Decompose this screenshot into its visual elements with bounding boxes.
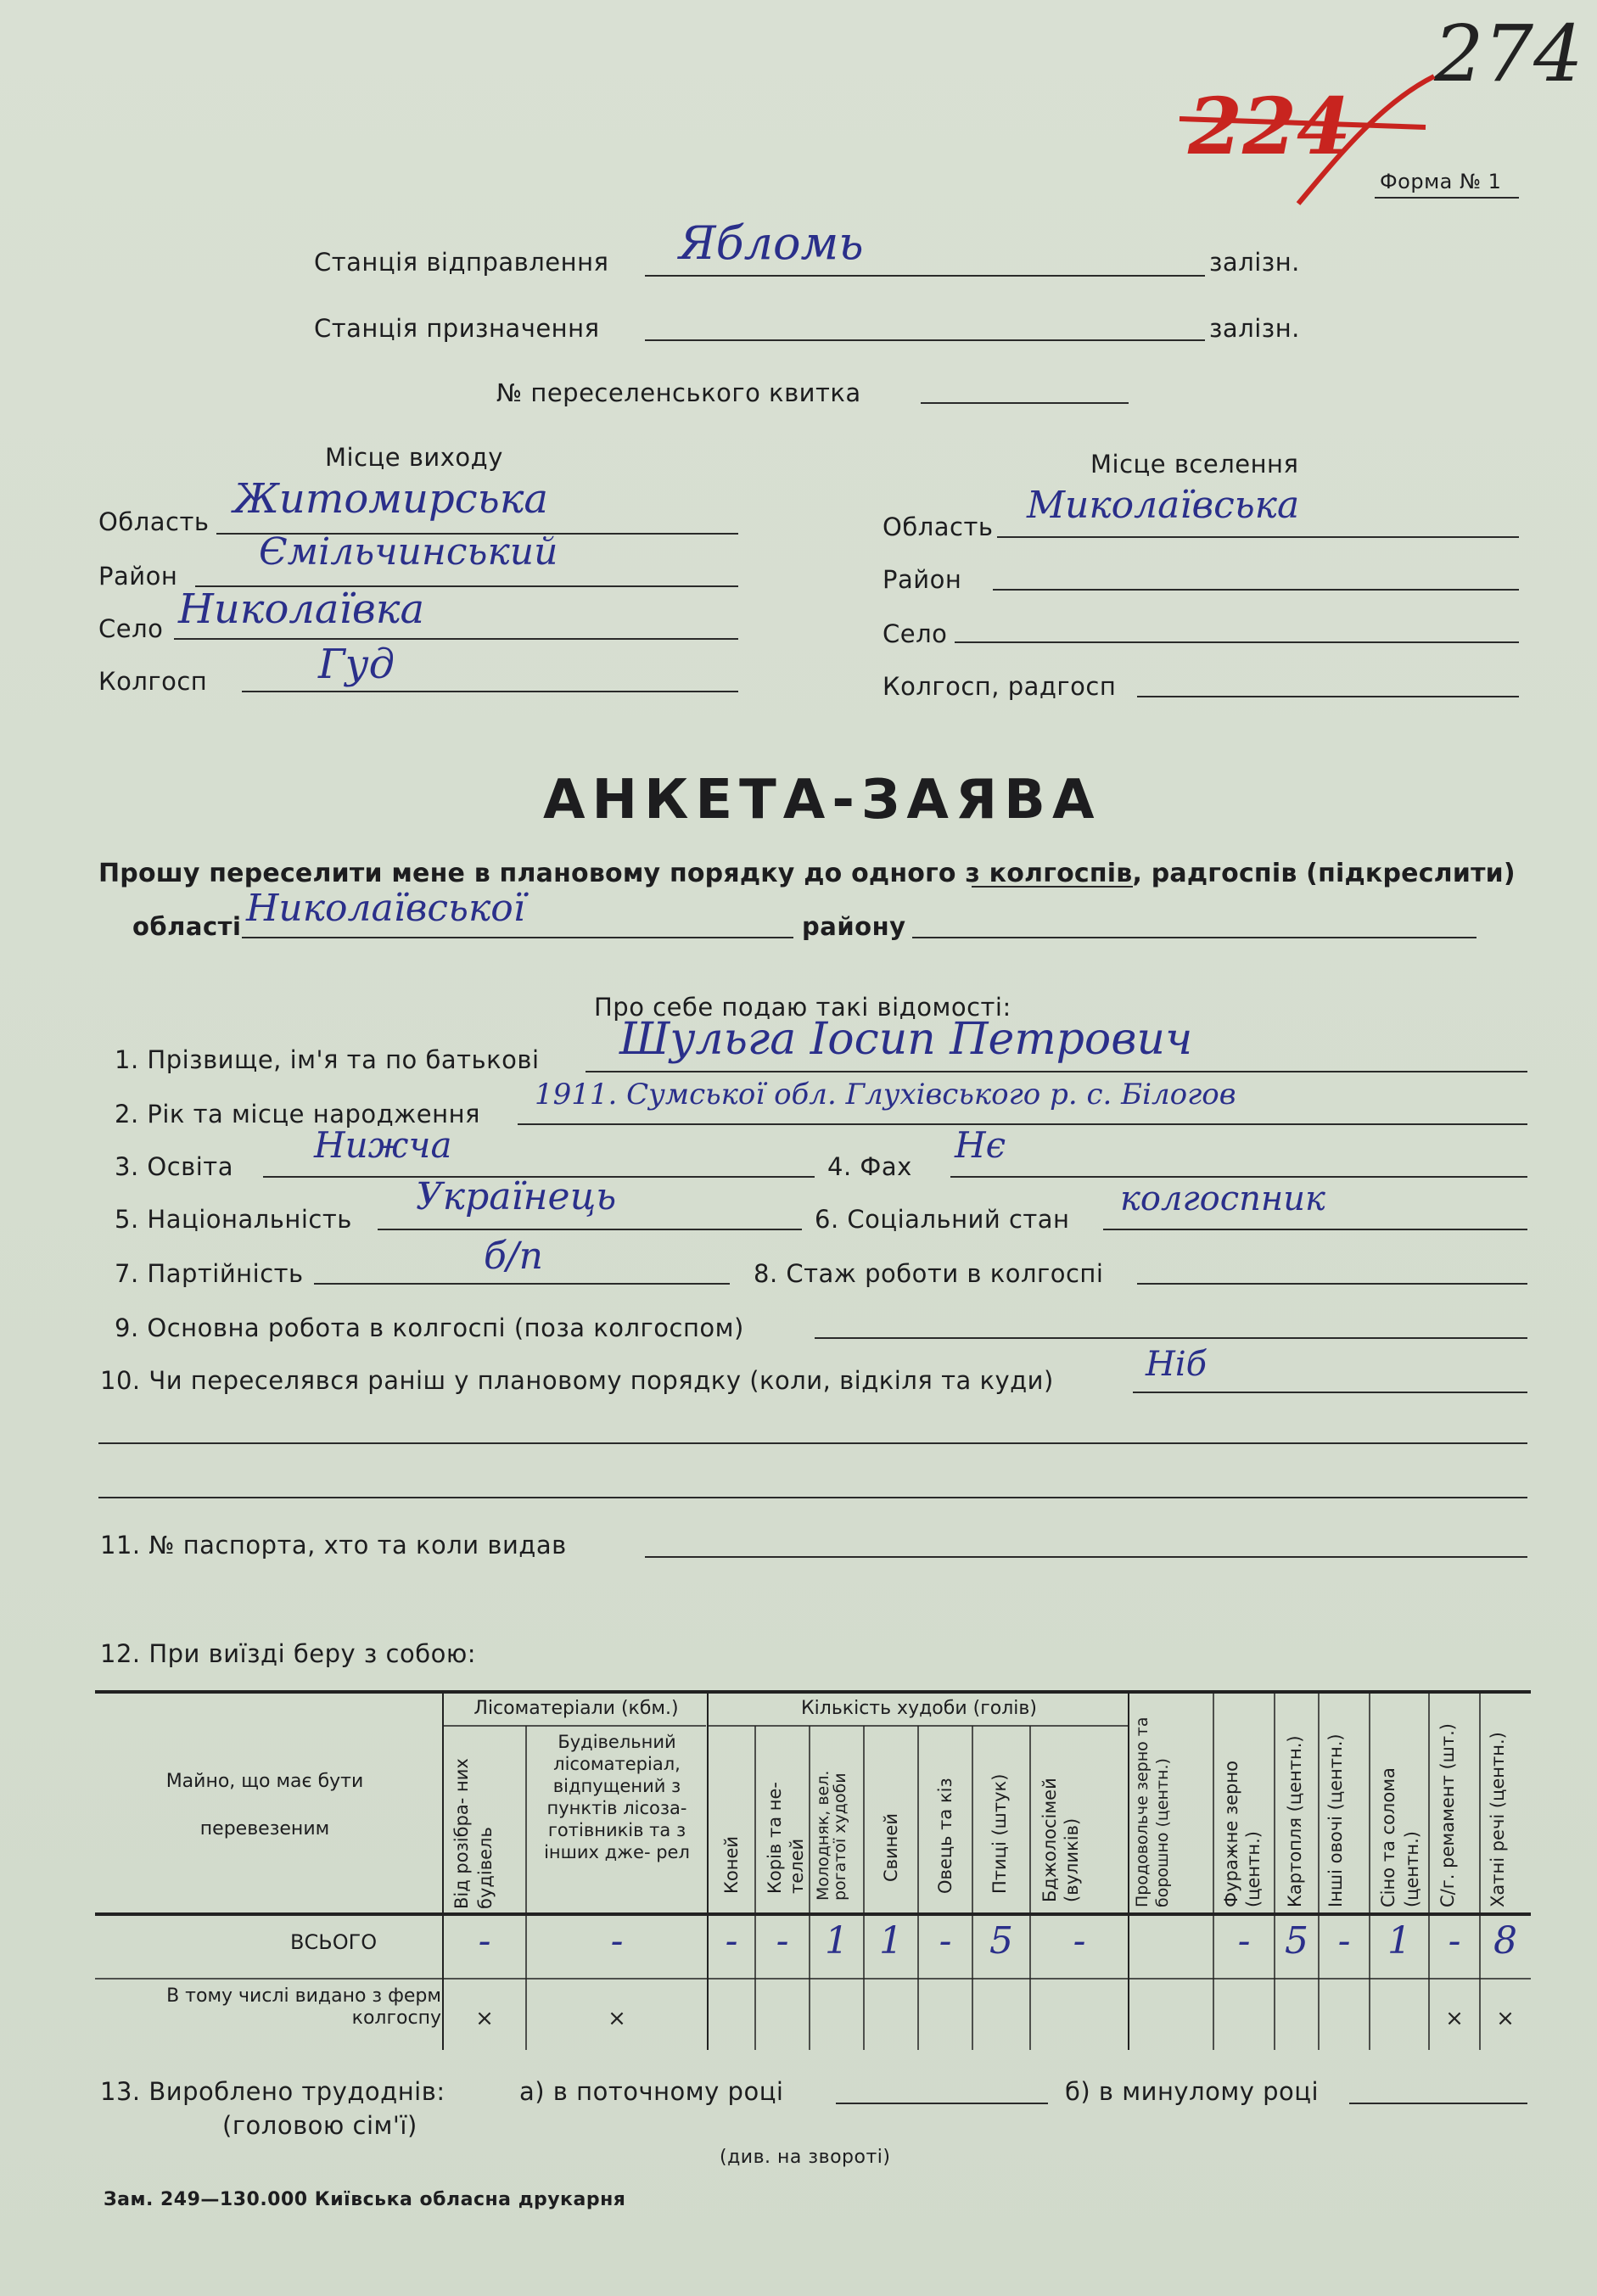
q6-value: колгоспник [1120, 1179, 1325, 1218]
q13-previous-label: б) в минулому році [1065, 2077, 1320, 2106]
origin-heading: Місце виходу [325, 443, 503, 472]
group-livestock-header: Кількість худоби (голів) [801, 1698, 1037, 1719]
origin-raion-value: Ємільчинський [259, 530, 558, 574]
q8-label: 8. Стаж роботи в колгоспі [754, 1259, 1104, 1288]
col-bees-header: Бджолосімей (вуликів) [1039, 1778, 1082, 1902]
destination-raion-label: Район [883, 565, 962, 594]
col-building-material-header: Будівельний лісоматеріал, відпущений з пунктів лісоза- готівників та з інших дже- рел [544, 1732, 690, 1862]
railway-suffix-1: залізн. [1209, 248, 1300, 277]
archive-number: 274 [1434, 8, 1583, 99]
departure-station-label: Станція відправлення [314, 248, 609, 277]
total-cell: - [776, 1919, 789, 1963]
col-household-header: Хатні речі (центн.) [1488, 1732, 1508, 1907]
col-pigs-header: Свиней [881, 1813, 901, 1882]
origin-oblast-label: Область [98, 507, 210, 536]
q2-label: 2. Рік та місце народження [115, 1100, 480, 1128]
col-potatoes-header: Картопля (центн.) [1285, 1735, 1305, 1907]
railway-suffix-2: залізн. [1209, 314, 1300, 343]
total-cell: - [1073, 1919, 1086, 1963]
see-back-note: (див. на звороті) [720, 2147, 891, 2168]
group-lumber-header: Лісоматеріали (кбм.) [473, 1698, 679, 1719]
total-cell: 8 [1493, 1919, 1517, 1963]
q10-extra-line-1 [98, 1442, 1527, 1444]
origin-village-value: Николаївка [178, 585, 425, 633]
q12-label: 12. При виїзді беру з собою: [100, 1639, 477, 1668]
destination-heading: Місце вселення [1090, 450, 1299, 479]
origin-oblast-value: Житомирська [233, 475, 548, 523]
q6-label: 6. Соціальний стан [815, 1205, 1070, 1234]
origin-kolhosp-label: Колгосп [98, 667, 208, 696]
origin-kolhosp-value: Гуд [318, 641, 395, 688]
destination-kolhosp-label: Колгосп, радгосп [883, 672, 1117, 701]
col-horses-header: Коней [721, 1835, 742, 1894]
col-food-grain-header: Продовольче зерно та борошно (центн.) [1133, 1716, 1172, 1907]
departure-station-value: Ябломь [679, 216, 864, 270]
col-agri-tools-header: С/г. ремамент (шт.) [1437, 1723, 1458, 1907]
crossed-archive-number: 224 [1188, 81, 1352, 172]
q1-label: 1. Прізвище, ім'я та по батькові [115, 1045, 540, 1074]
col-cows-header: Корів та не- телей [765, 1782, 807, 1894]
info-heading: Про себе подаю такі відомості: [594, 993, 1011, 1022]
destination-station-label: Станція призначення [314, 314, 600, 343]
total-cell: 1 [825, 1919, 849, 1963]
q10-extra-line-2 [98, 1497, 1527, 1498]
ticket-number-label: № переселенського квитка [496, 378, 861, 407]
col-vegetables-header: Інші овочі (центн.) [1325, 1733, 1346, 1907]
request-oblast-value: Николаївської [246, 887, 525, 930]
q4-value: Нє [955, 1124, 1006, 1166]
total-cell: - [1237, 1919, 1251, 1963]
destination-oblast-label: Область [883, 512, 994, 541]
col-property-header: Майно, що має бути перевезеним [165, 1771, 364, 1840]
q13-label: 13. Вироблено трудоднів: [100, 2077, 445, 2106]
request-oblast-prefix: області [132, 912, 242, 941]
request-raion-suffix: району [802, 912, 906, 941]
form-number-label: Форма № 1 [1380, 170, 1502, 193]
departure-station-line [645, 275, 1205, 277]
total-cell: 1 [879, 1919, 903, 1963]
row-total-label: ВСЬОГО [290, 1930, 378, 1954]
farm-cell: × [475, 2006, 494, 2031]
total-cell: - [1337, 1919, 1351, 1963]
q5-value: Українець [416, 1175, 617, 1218]
destination-village-label: Село [883, 619, 948, 648]
total-cell: - [610, 1919, 624, 1963]
q3-label: 3. Освіта [115, 1152, 233, 1181]
col-hay-header: Сіно та солома (центн.) [1378, 1767, 1422, 1907]
q13-current-label: а) в поточному році [519, 2077, 784, 2106]
farm-cell: × [1496, 2006, 1515, 2031]
q10-value: Ніб [1146, 1345, 1208, 1384]
q7-value: б/п [484, 1235, 544, 1278]
col-sheep-header: Овець та кіз [935, 1778, 955, 1894]
row-from-farms-label: В тому числі видано з ферм колгоспу [166, 1985, 441, 2029]
origin-raion-label: Район [98, 562, 178, 591]
col-young-cattle-header: Молодняк, вел. рогатої худоби [814, 1770, 849, 1901]
form-title: АНКЕТА-ЗАЯВА [543, 769, 1101, 832]
origin-village-label: Село [98, 614, 164, 643]
q5-label: 5. Національність [115, 1205, 352, 1234]
total-cell: - [725, 1919, 738, 1963]
total-cell: 1 [1387, 1919, 1411, 1963]
property-table [95, 1690, 1531, 2050]
q7-label: 7. Партійність [115, 1259, 304, 1288]
q13-sub: (головою сім'ї) [222, 2111, 417, 2140]
total-cell: - [939, 1919, 952, 1963]
total-cell: 5 [989, 1919, 1013, 1963]
request-line: Прошу переселити мене в плановому порядку до одного з колгоспів, радгоспів (підкреслити) [98, 859, 1516, 888]
q1-value: Шульга Іосип Петрович [619, 1014, 1193, 1065]
total-cell: 5 [1285, 1919, 1308, 1963]
farm-cell: × [608, 2006, 626, 2031]
q3-value: Нижча [314, 1124, 452, 1166]
col-dismantled-header: Від розібра- них будівель [451, 1758, 496, 1909]
total-cell: - [1448, 1919, 1461, 1963]
q4-label: 4. Фах [827, 1152, 912, 1181]
q10-label: 10. Чи переселявся раніш у плановому порядку (коли, відкіля та куди) [100, 1366, 1054, 1395]
total-cell: - [478, 1919, 491, 1963]
destination-oblast-value: Миколаївська [1027, 484, 1300, 527]
q9-label: 9. Основна робота в колгоспі (поза колгоспом) [115, 1313, 744, 1342]
q2-value: 1911. Сумської обл. Глухівського р. с. Білогов [535, 1078, 1236, 1112]
printer-line: Зам. 249—130.000 Київська обласна друкарня [104, 2189, 626, 2210]
col-poultry-header: Птиці (штук) [989, 1773, 1010, 1894]
col-feed-grain-header: Фуражне зерно (центн.) [1221, 1761, 1264, 1907]
farm-cell: × [1445, 2006, 1464, 2031]
q11-label: 11. № паспорта, хто та коли видав [100, 1531, 567, 1560]
